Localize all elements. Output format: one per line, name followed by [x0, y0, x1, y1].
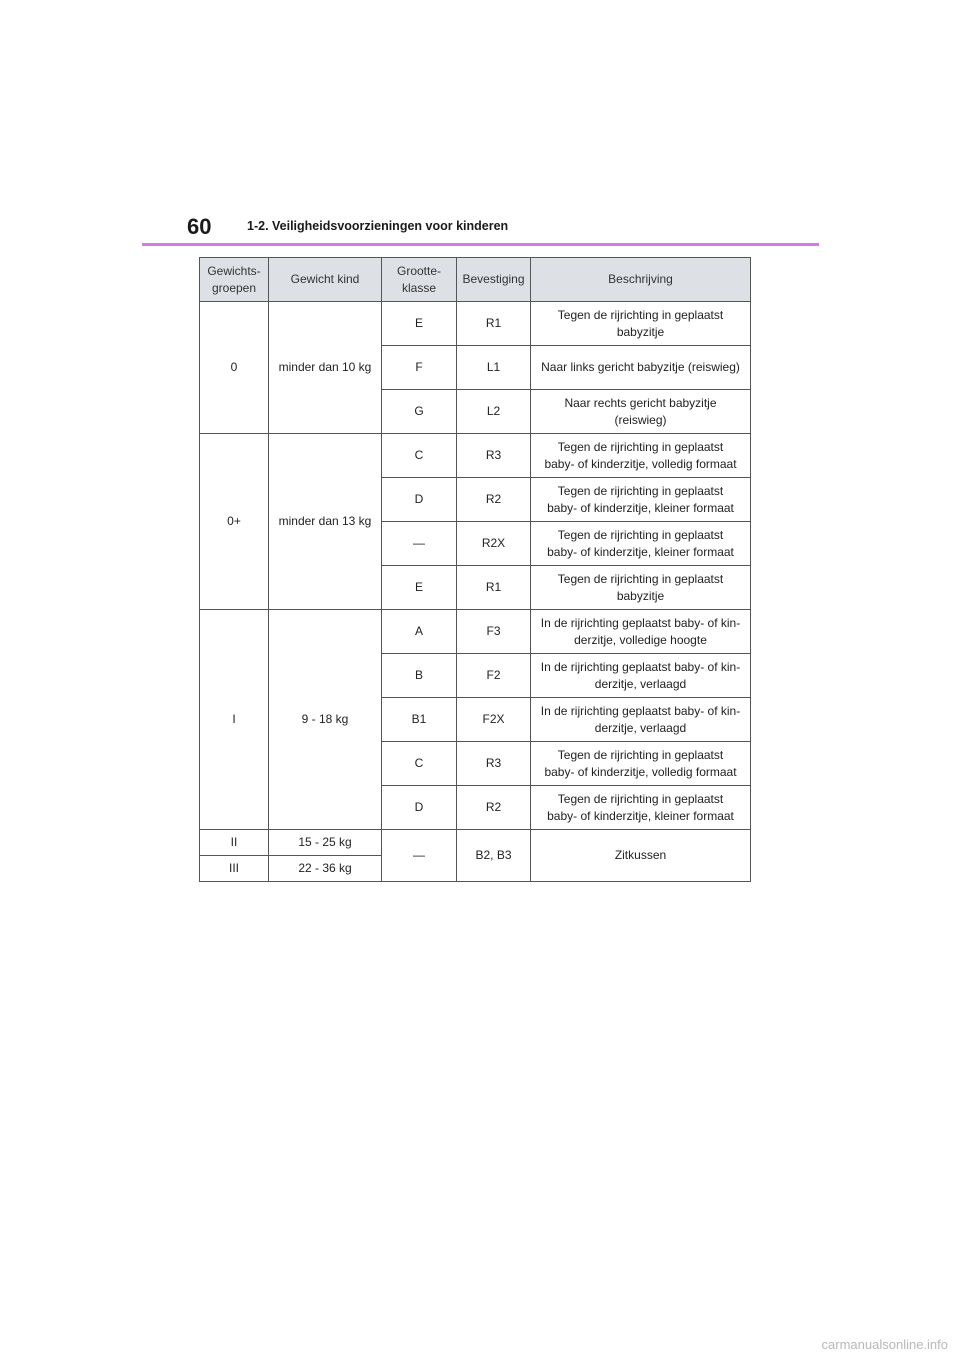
description-cell: Tegen de rijrichting in geplaatst baby- of kinderzitje, volledig formaat — [531, 742, 751, 786]
fixture-cell: F3 — [457, 610, 531, 654]
size-class-cell: E — [382, 302, 457, 346]
fixture-cell: F2X — [457, 698, 531, 742]
section-title: 1-2. Veiligheidsvoorzieningen voor kinderen — [247, 219, 509, 233]
size-class-cell: G — [382, 390, 457, 434]
child-weight-cell: 15 - 25 kg — [269, 830, 382, 856]
size-class-cell: B — [382, 654, 457, 698]
fixture-cell: R1 — [457, 302, 531, 346]
fixture-cell: R3 — [457, 434, 531, 478]
weight-group-cell: III — [200, 856, 269, 882]
size-class-cell: C — [382, 434, 457, 478]
description-cell: Tegen de rijrichting in geplaatst babyzitje — [531, 566, 751, 610]
weight-group-cell: 0+ — [200, 434, 269, 610]
size-class-cell: — — [382, 830, 457, 882]
size-class-cell: C — [382, 742, 457, 786]
child-weight-cell: minder dan 10 kg — [269, 302, 382, 434]
header-description: Beschrijving — [531, 258, 751, 302]
header-child-weight: Gewicht kind — [269, 258, 382, 302]
fixture-cell: L2 — [457, 390, 531, 434]
description-cell: In de rijrichting geplaatst baby- of kin- derzitje, verlaagd — [531, 654, 751, 698]
child-seat-size-table — [199, 257, 751, 882]
description-cell: Naar links gericht babyzitje (reiswieg) — [531, 346, 751, 390]
size-class-cell: B1 — [382, 698, 457, 742]
fixture-cell: F2 — [457, 654, 531, 698]
table-header — [200, 258, 751, 302]
size-class-cell: D — [382, 478, 457, 522]
fixture-cell: L1 — [457, 346, 531, 390]
watermark-logo: carmanualsonline.info — [821, 1337, 948, 1352]
fixture-cell: R2 — [457, 786, 531, 830]
table-row — [200, 434, 751, 478]
header-divider — [142, 243, 819, 246]
table-row — [200, 302, 751, 346]
size-class-cell: A — [382, 610, 457, 654]
child-weight-cell: minder dan 13 kg — [269, 434, 382, 610]
weight-group-cell: I — [200, 610, 269, 830]
description-cell: Tegen de rijrichting in geplaatst babyzitje — [531, 302, 751, 346]
page-number: 60 — [187, 214, 212, 239]
size-class-cell: F — [382, 346, 457, 390]
description-cell: In de rijrichting geplaatst baby- of kin- derzitje, volledige hoogte — [531, 610, 751, 654]
size-class-cell: — — [382, 522, 457, 566]
header-size-class: Grootte- klasse — [382, 258, 457, 302]
fixture-cell: R2 — [457, 478, 531, 522]
fixture-cell: R2X — [457, 522, 531, 566]
header-weight-group: Gewichts- groepen — [200, 258, 269, 302]
description-cell: Tegen de rijrichting in geplaatst baby- of kinderzitje, kleiner formaat — [531, 786, 751, 830]
description-cell: Tegen de rijrichting in geplaatst baby- of kinderzitje, volledig formaat — [531, 434, 751, 478]
description-cell: Tegen de rijrichting in geplaatst baby- of kinderzitje, kleiner formaat — [531, 522, 751, 566]
table-body — [200, 302, 751, 882]
fixture-cell: B2, B3 — [457, 830, 531, 882]
description-cell: Tegen de rijrichting in geplaatst baby- of kinderzitje, kleiner formaat — [531, 478, 751, 522]
weight-group-cell: II — [200, 830, 269, 856]
table-row — [200, 830, 751, 856]
description-cell: Zitkussen — [531, 830, 751, 882]
size-class-cell: E — [382, 566, 457, 610]
description-cell: In de rijrichting geplaatst baby- of kin- derzitje, verlaagd — [531, 698, 751, 742]
description-cell: Naar rechts gericht babyzitje (reiswieg) — [531, 390, 751, 434]
size-class-cell: D — [382, 786, 457, 830]
fixture-cell: R1 — [457, 566, 531, 610]
weight-group-cell: 0 — [200, 302, 269, 434]
child-weight-cell: 9 - 18 kg — [269, 610, 382, 830]
fixture-cell: R3 — [457, 742, 531, 786]
child-weight-cell: 22 - 36 kg — [269, 856, 382, 882]
header-fixture: Bevestiging — [457, 258, 531, 302]
table-row — [200, 610, 751, 654]
